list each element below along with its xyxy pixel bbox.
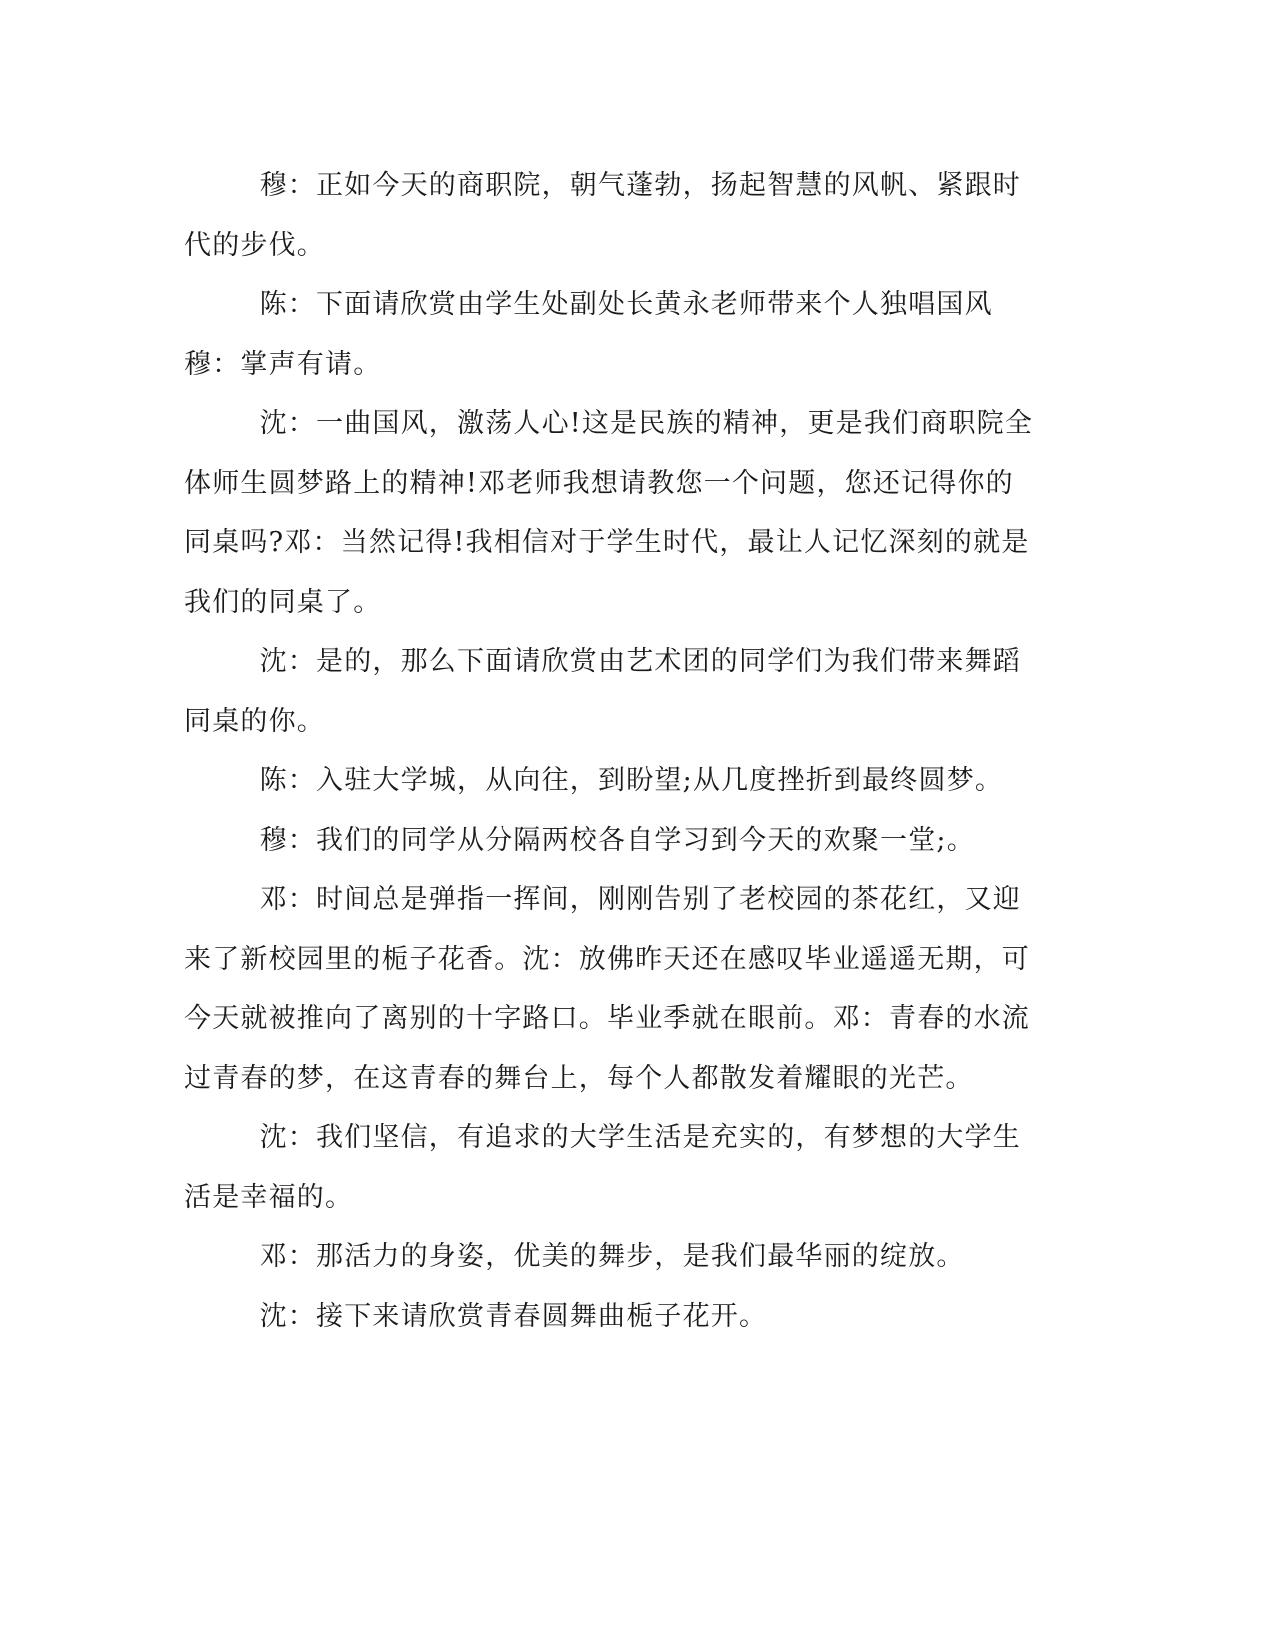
paragraph: 邓：时间总是弹指一挥间，刚刚告别了老校园的茶花红，又迎来了新校园里的栀子花香。沈：放佛昨天还在感叹毕业遥遥无期，可今天就被推向了离别的十字路口。毕业季就在眼前。邓：青春的水流过青春的梦，在这青春的舞台上，每个人都散发着耀眼的光芒。 xyxy=(184,884,1030,1094)
document-body xyxy=(184,156,1042,1346)
paragraph: 陈：下面请欣赏由学生处副处长黄永老师带来个人独唱国风穆：掌声有请。 xyxy=(184,289,993,380)
paragraph: 沈：我们坚信，有追求的大学生活是充实的，有梦想的大学生活是幸福的。 xyxy=(184,1122,1021,1213)
paragraph: 沈：接下来请欣赏青春圆舞曲栀子花开。 xyxy=(259,1300,768,1332)
paragraph: 陈：入驻大学城，从向往，到盼望;从几度挫折到最终圆梦。 xyxy=(259,765,1004,796)
paragraph: 沈：是的，那么下面请欣赏由艺术团的同学们为我们带来舞蹈同桌的你。 xyxy=(184,646,1021,737)
paragraph: 邓：那活力的身姿，优美的舞步，是我们最华丽的绽放。 xyxy=(259,1241,965,1272)
paragraph: 穆：正如今天的商职院，朝气蓬勃，扬起智慧的风帆、紧跟时代的步伐。 xyxy=(184,170,1021,261)
paragraph: 穆：我们的同学从分隔两校各自学习到今天的欢聚一堂;。 xyxy=(259,824,975,856)
paragraph: 沈：一曲国风，激荡人心!这是民族的精神，更是我们商职院全体师生圆梦路上的精神!邓老师我想请教您一个问题，您还记得你的同桌吗?邓：当然记得!我相信对于学生时代，最让人记忆深刻的就是我们的同桌了。 xyxy=(184,408,1034,618)
